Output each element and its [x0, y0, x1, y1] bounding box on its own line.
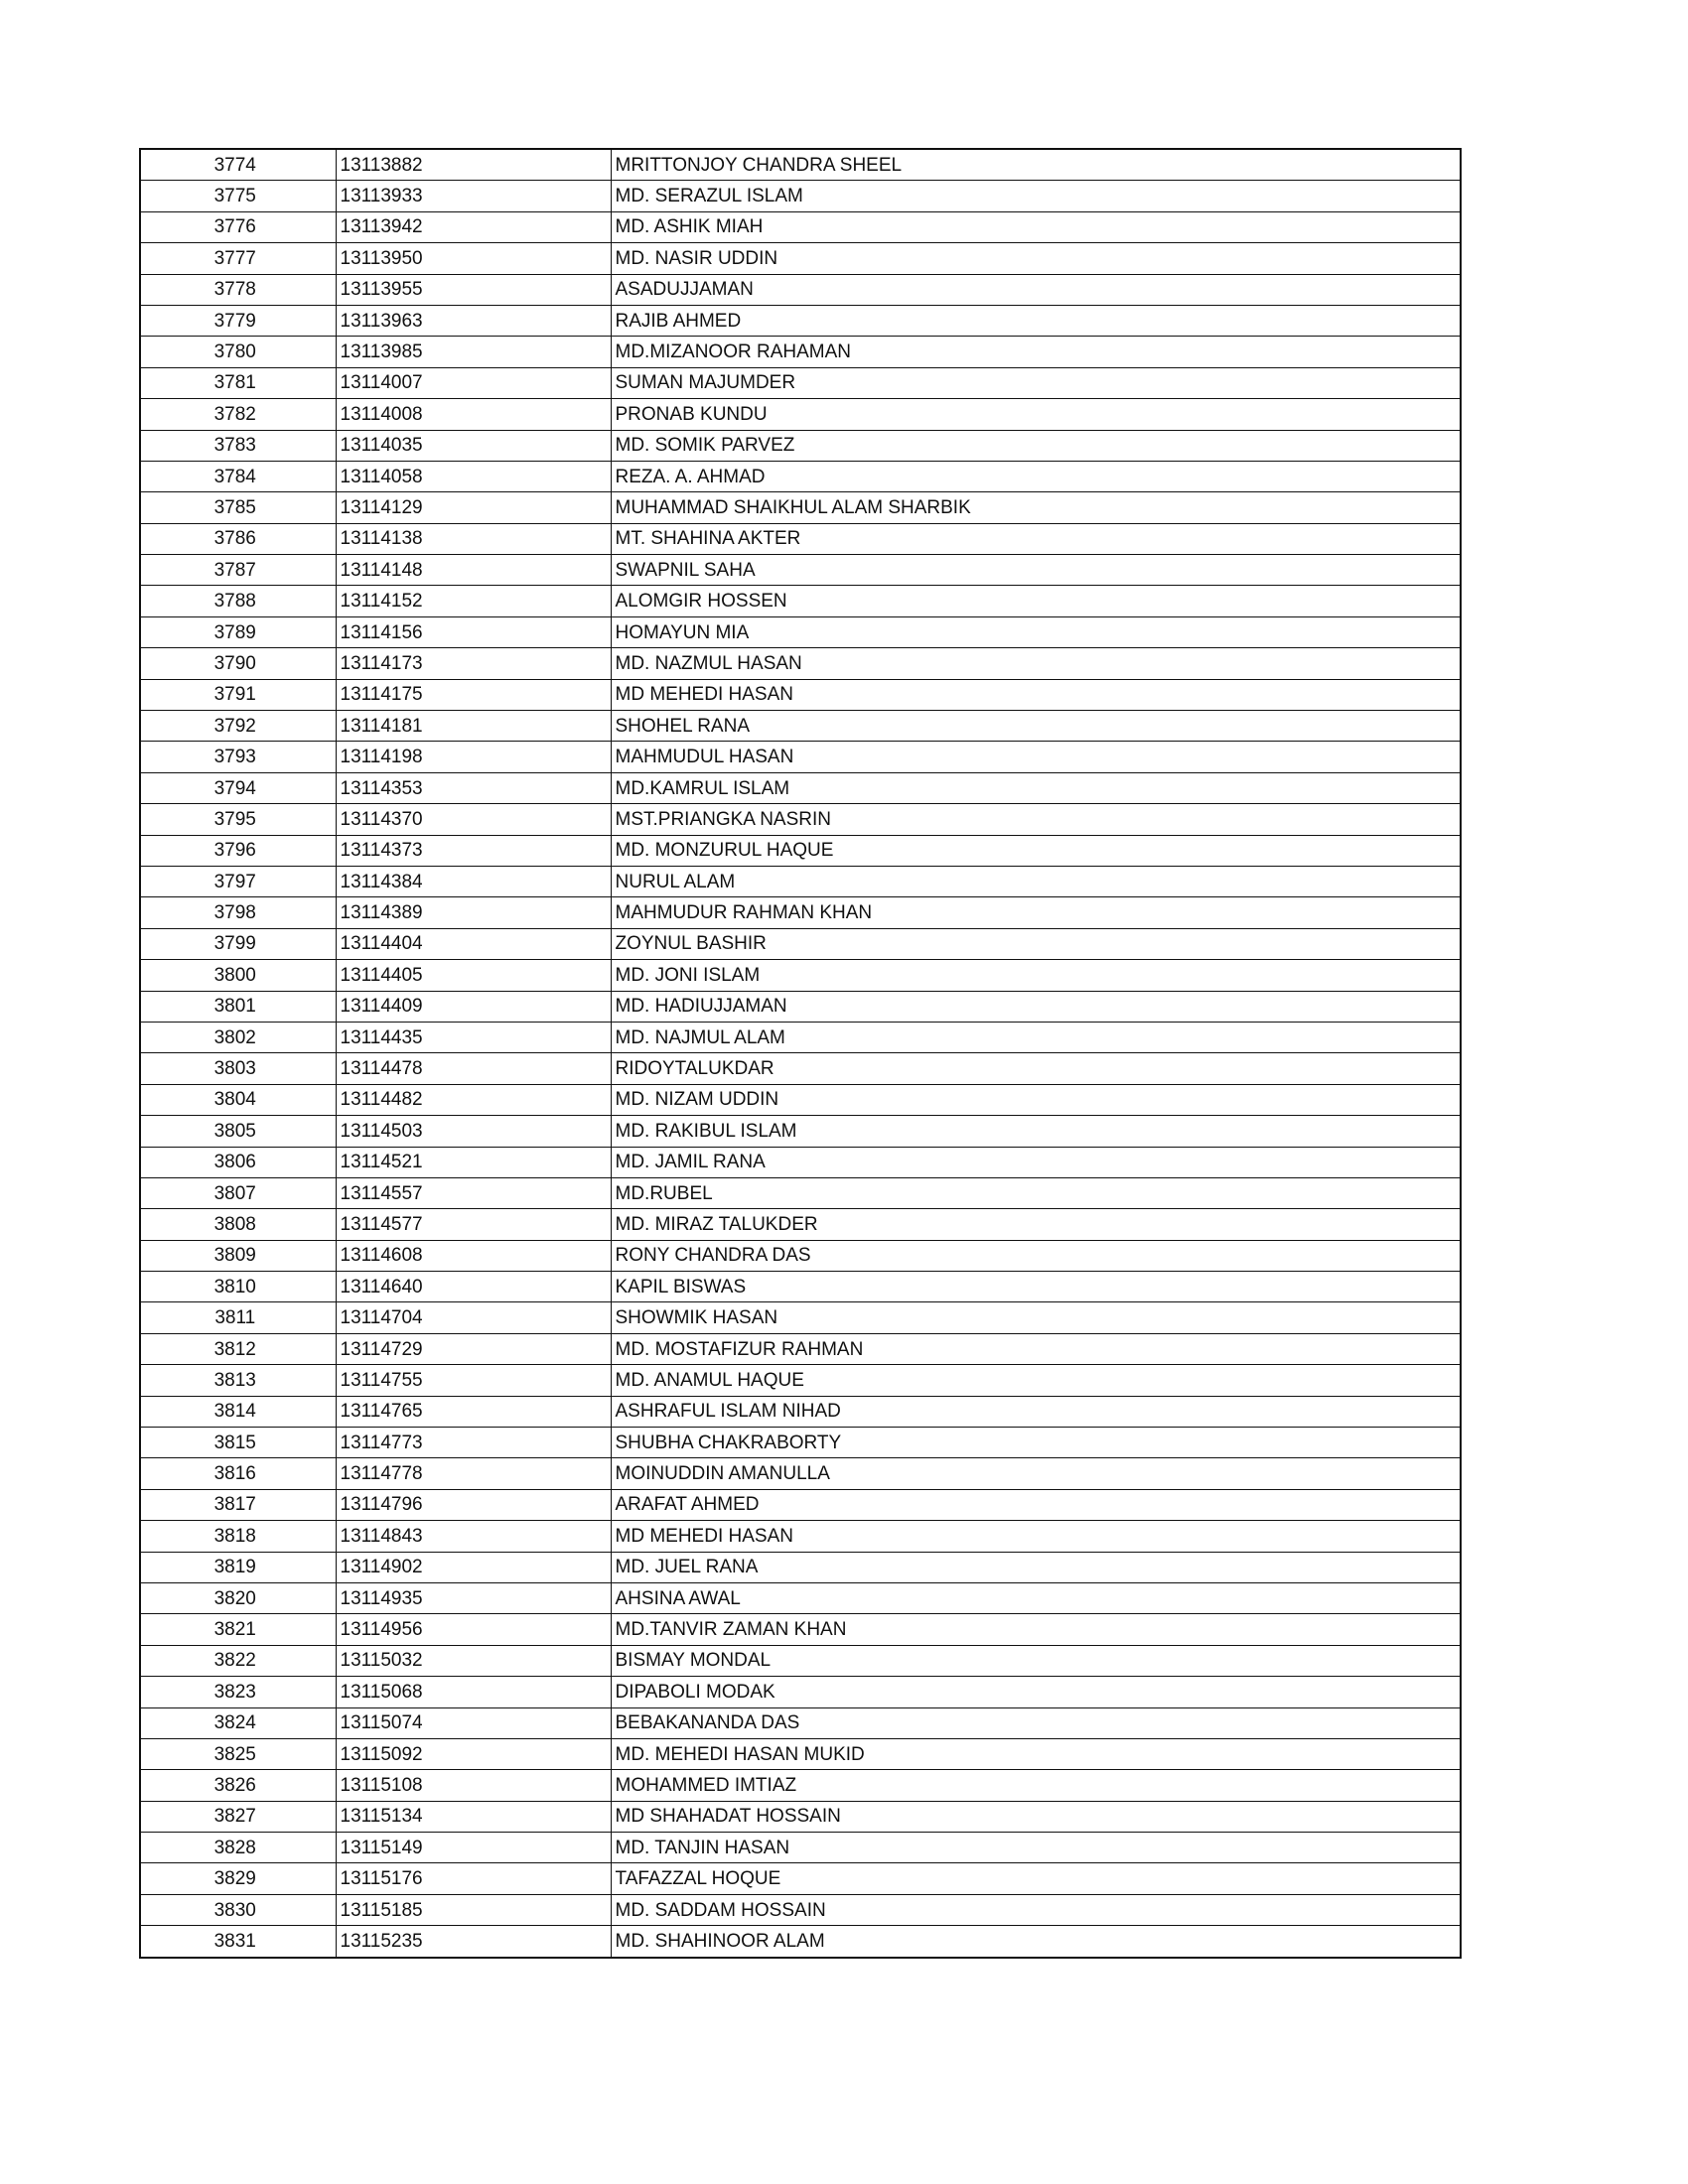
table-row [140, 742, 1461, 772]
candidate-name-cell: BISMAY MONDAL [611, 1645, 1461, 1676]
roll-number-cell: 13114156 [336, 616, 611, 647]
roll-number-cell: 13114577 [336, 1209, 611, 1240]
roll-number-cell: 13113985 [336, 337, 611, 367]
serial-number-cell: 3776 [140, 211, 336, 242]
table-row [140, 1863, 1461, 1894]
table-row [140, 679, 1461, 710]
candidate-name-cell: MD. MEHEDI HASAN MUKID [611, 1738, 1461, 1769]
table-row [140, 430, 1461, 461]
table-row [140, 461, 1461, 491]
roll-number-cell: 13114058 [336, 461, 611, 491]
candidate-name-cell: SHOHEL RANA [611, 711, 1461, 742]
roll-number-cell: 13114152 [336, 586, 611, 616]
table-row [140, 367, 1461, 398]
roll-number-cell: 13115092 [336, 1738, 611, 1769]
table-row [140, 991, 1461, 1022]
roll-number-cell: 13114148 [336, 555, 611, 586]
candidate-name-cell: ARAFAT AHMED [611, 1489, 1461, 1520]
roll-number-cell: 13114935 [336, 1582, 611, 1613]
candidate-name-cell: MD. RAKIBUL ISLAM [611, 1116, 1461, 1147]
candidate-name-cell: MD MEHEDI HASAN [611, 679, 1461, 710]
candidate-name-cell: MD. SOMIK PARVEZ [611, 430, 1461, 461]
serial-number-cell: 3799 [140, 928, 336, 959]
roll-number-cell: 13115032 [336, 1645, 611, 1676]
candidate-name-cell: MD. NASIR UDDIN [611, 243, 1461, 274]
roll-number-cell: 13114704 [336, 1302, 611, 1333]
candidate-name-cell: HOMAYUN MIA [611, 616, 1461, 647]
table-row [140, 804, 1461, 835]
candidate-name-cell: ASADUJJAMAN [611, 274, 1461, 305]
serial-number-cell: 3825 [140, 1738, 336, 1769]
candidate-name-cell: MD. JONI ISLAM [611, 960, 1461, 991]
table-row [140, 648, 1461, 679]
roll-number-cell: 13114008 [336, 399, 611, 430]
candidate-name-cell: MAHMUDUL HASAN [611, 742, 1461, 772]
serial-number-cell: 3788 [140, 586, 336, 616]
candidate-name-cell: MUHAMMAD SHAIKHUL ALAM SHARBIK [611, 492, 1461, 523]
serial-number-cell: 3831 [140, 1926, 336, 1958]
serial-number-cell: 3781 [140, 367, 336, 398]
serial-number-cell: 3804 [140, 1084, 336, 1115]
candidate-name-cell: MAHMUDUR RAHMAN KHAN [611, 897, 1461, 928]
roll-number-cell: 13114843 [336, 1521, 611, 1552]
table-row [140, 1458, 1461, 1489]
roll-number-cell: 13115235 [336, 1926, 611, 1958]
roll-number-cell: 13113942 [336, 211, 611, 242]
candidate-name-cell: MD.RUBEL [611, 1177, 1461, 1208]
roll-number-cell: 13115074 [336, 1707, 611, 1738]
candidate-name-cell: RAJIB AHMED [611, 305, 1461, 336]
candidate-name-cell: MD. NAZMUL HASAN [611, 648, 1461, 679]
roll-number-cell: 13115108 [336, 1770, 611, 1801]
roll-number-cell: 13114373 [336, 835, 611, 866]
roll-number-cell: 13114778 [336, 1458, 611, 1489]
roll-number-cell: 13114129 [336, 492, 611, 523]
roll-number-cell: 13114409 [336, 991, 611, 1022]
table-row [140, 897, 1461, 928]
candidate-name-cell: MRITTONJOY CHANDRA SHEEL [611, 149, 1461, 181]
serial-number-cell: 3785 [140, 492, 336, 523]
roll-number-cell: 13114773 [336, 1428, 611, 1458]
serial-number-cell: 3809 [140, 1240, 336, 1271]
roll-number-cell: 13115068 [336, 1677, 611, 1707]
serial-number-cell: 3816 [140, 1458, 336, 1489]
table-row [140, 149, 1461, 181]
candidate-name-cell: MST.PRIANGKA NASRIN [611, 804, 1461, 835]
serial-number-cell: 3789 [140, 616, 336, 647]
serial-number-cell: 3830 [140, 1894, 336, 1925]
candidate-name-cell: NURUL ALAM [611, 866, 1461, 896]
candidate-name-cell: MD. NIZAM UDDIN [611, 1084, 1461, 1115]
table-row [140, 1738, 1461, 1769]
serial-number-cell: 3829 [140, 1863, 336, 1894]
candidate-name-cell: MD. ASHIK MIAH [611, 211, 1461, 242]
table-row [140, 1302, 1461, 1333]
roll-number-cell: 13113950 [336, 243, 611, 274]
serial-number-cell: 3824 [140, 1707, 336, 1738]
table-row [140, 1707, 1461, 1738]
serial-number-cell: 3792 [140, 711, 336, 742]
roll-number-cell: 13113882 [336, 149, 611, 181]
roll-number-cell: 13113933 [336, 181, 611, 211]
roll-number-cell: 13113963 [336, 305, 611, 336]
table-row [140, 492, 1461, 523]
table-row [140, 1022, 1461, 1052]
serial-number-cell: 3797 [140, 866, 336, 896]
table-row [140, 1333, 1461, 1364]
serial-number-cell: 3818 [140, 1521, 336, 1552]
table-row [140, 1209, 1461, 1240]
roll-number-cell: 13115176 [336, 1863, 611, 1894]
serial-number-cell: 3817 [140, 1489, 336, 1520]
roll-number-cell: 13114173 [336, 648, 611, 679]
serial-number-cell: 3802 [140, 1022, 336, 1052]
document-page [139, 148, 1460, 1959]
candidate-name-cell: SUMAN MAJUMDER [611, 367, 1461, 398]
serial-number-cell: 3823 [140, 1677, 336, 1707]
serial-number-cell: 3821 [140, 1614, 336, 1645]
candidate-name-cell: MD.MIZANOOR RAHAMAN [611, 337, 1461, 367]
roll-number-cell: 13114640 [336, 1272, 611, 1302]
candidate-name-cell: MOINUDDIN AMANULLA [611, 1458, 1461, 1489]
table-row [140, 243, 1461, 274]
table-row [140, 928, 1461, 959]
serial-number-cell: 3801 [140, 991, 336, 1022]
roll-number-cell: 13115149 [336, 1833, 611, 1863]
candidate-name-cell: MD.KAMRUL ISLAM [611, 772, 1461, 803]
serial-number-cell: 3822 [140, 1645, 336, 1676]
roll-number-cell: 13115185 [336, 1894, 611, 1925]
serial-number-cell: 3805 [140, 1116, 336, 1147]
candidate-name-cell: RIDOYTALUKDAR [611, 1053, 1461, 1084]
table-row [140, 772, 1461, 803]
candidate-name-cell: TAFAZZAL HOQUE [611, 1863, 1461, 1894]
table-row [140, 1240, 1461, 1271]
roll-number-cell: 13114729 [336, 1333, 611, 1364]
serial-number-cell: 3807 [140, 1177, 336, 1208]
serial-number-cell: 3779 [140, 305, 336, 336]
roll-number-cell: 13114007 [336, 367, 611, 398]
candidate-name-cell: BEBAKANANDA DAS [611, 1707, 1461, 1738]
serial-number-cell: 3820 [140, 1582, 336, 1613]
candidate-name-cell: MOHAMMED IMTIAZ [611, 1770, 1461, 1801]
table-row [140, 1053, 1461, 1084]
serial-number-cell: 3794 [140, 772, 336, 803]
table-row [140, 1833, 1461, 1863]
table-row [140, 616, 1461, 647]
serial-number-cell: 3815 [140, 1428, 336, 1458]
candidate-table-body [140, 149, 1461, 1958]
candidate-name-cell: MD. MIRAZ TALUKDER [611, 1209, 1461, 1240]
table-row [140, 1116, 1461, 1147]
roll-number-cell: 13114175 [336, 679, 611, 710]
roll-number-cell: 13114404 [336, 928, 611, 959]
serial-number-cell: 3786 [140, 523, 336, 554]
roll-number-cell: 13113955 [336, 274, 611, 305]
candidate-name-cell: REZA. A. AHMAD [611, 461, 1461, 491]
serial-number-cell: 3775 [140, 181, 336, 211]
roll-number-cell: 13114796 [336, 1489, 611, 1520]
candidate-name-cell: MD. JAMIL RANA [611, 1147, 1461, 1177]
candidate-name-cell: MD. TANJIN HASAN [611, 1833, 1461, 1863]
candidate-name-cell: MD. MONZURUL HAQUE [611, 835, 1461, 866]
candidate-name-cell: SWAPNIL SAHA [611, 555, 1461, 586]
table-row [140, 1489, 1461, 1520]
serial-number-cell: 3778 [140, 274, 336, 305]
table-row [140, 181, 1461, 211]
roll-number-cell: 13114755 [336, 1365, 611, 1396]
serial-number-cell: 3780 [140, 337, 336, 367]
candidate-name-cell: MD. SERAZUL ISLAM [611, 181, 1461, 211]
roll-number-cell: 13114608 [336, 1240, 611, 1271]
table-row [140, 1272, 1461, 1302]
serial-number-cell: 3798 [140, 897, 336, 928]
roll-number-cell: 13114956 [336, 1614, 611, 1645]
serial-number-cell: 3791 [140, 679, 336, 710]
candidate-name-cell: SHOWMIK HASAN [611, 1302, 1461, 1333]
table-row [140, 1614, 1461, 1645]
candidate-name-cell: MD. MOSTAFIZUR RAHMAN [611, 1333, 1461, 1364]
table-row [140, 1894, 1461, 1925]
roll-number-cell: 13115134 [336, 1801, 611, 1832]
serial-number-cell: 3812 [140, 1333, 336, 1364]
serial-number-cell: 3826 [140, 1770, 336, 1801]
candidate-name-cell: AHSINA AWAL [611, 1582, 1461, 1613]
roll-number-cell: 13114198 [336, 742, 611, 772]
candidate-name-cell: ALOMGIR HOSSEN [611, 586, 1461, 616]
serial-number-cell: 3774 [140, 149, 336, 181]
roll-number-cell: 13114478 [336, 1053, 611, 1084]
roll-number-cell: 13114138 [336, 523, 611, 554]
table-row [140, 555, 1461, 586]
table-row [140, 1582, 1461, 1613]
serial-number-cell: 3828 [140, 1833, 336, 1863]
roll-number-cell: 13114435 [336, 1022, 611, 1052]
candidate-name-cell: KAPIL BISWAS [611, 1272, 1461, 1302]
roll-number-cell: 13114389 [336, 897, 611, 928]
candidate-name-cell: DIPABOLI MODAK [611, 1677, 1461, 1707]
candidate-table [139, 148, 1462, 1959]
table-row [140, 1177, 1461, 1208]
table-row [140, 523, 1461, 554]
serial-number-cell: 3795 [140, 804, 336, 835]
candidate-name-cell: SHUBHA CHAKRABORTY [611, 1428, 1461, 1458]
table-row [140, 274, 1461, 305]
candidate-name-cell: MD SHAHADAT HOSSAIN [611, 1801, 1461, 1832]
serial-number-cell: 3803 [140, 1053, 336, 1084]
serial-number-cell: 3819 [140, 1552, 336, 1582]
roll-number-cell: 13114405 [336, 960, 611, 991]
table-row [140, 1677, 1461, 1707]
candidate-name-cell: MD. ANAMUL HAQUE [611, 1365, 1461, 1396]
serial-number-cell: 3806 [140, 1147, 336, 1177]
candidate-name-cell: ASHRAFUL ISLAM NIHAD [611, 1396, 1461, 1427]
serial-number-cell: 3810 [140, 1272, 336, 1302]
table-row [140, 1552, 1461, 1582]
roll-number-cell: 13114503 [336, 1116, 611, 1147]
table-row [140, 835, 1461, 866]
serial-number-cell: 3813 [140, 1365, 336, 1396]
serial-number-cell: 3793 [140, 742, 336, 772]
serial-number-cell: 3796 [140, 835, 336, 866]
roll-number-cell: 13114353 [336, 772, 611, 803]
table-row [140, 1801, 1461, 1832]
serial-number-cell: 3783 [140, 430, 336, 461]
table-row [140, 1428, 1461, 1458]
table-row [140, 399, 1461, 430]
serial-number-cell: 3814 [140, 1396, 336, 1427]
serial-number-cell: 3787 [140, 555, 336, 586]
roll-number-cell: 13114765 [336, 1396, 611, 1427]
roll-number-cell: 13114902 [336, 1552, 611, 1582]
table-row [140, 1521, 1461, 1552]
candidate-name-cell: MD. NAJMUL ALAM [611, 1022, 1461, 1052]
candidate-name-cell: MD MEHEDI HASAN [611, 1521, 1461, 1552]
roll-number-cell: 13114181 [336, 711, 611, 742]
table-row [140, 1926, 1461, 1958]
serial-number-cell: 3827 [140, 1801, 336, 1832]
candidate-name-cell: MT. SHAHINA AKTER [611, 523, 1461, 554]
table-row [140, 1770, 1461, 1801]
table-row [140, 1084, 1461, 1115]
table-row [140, 960, 1461, 991]
serial-number-cell: 3790 [140, 648, 336, 679]
candidate-name-cell: MD. SADDAM HOSSAIN [611, 1894, 1461, 1925]
serial-number-cell: 3808 [140, 1209, 336, 1240]
table-row [140, 1645, 1461, 1676]
table-row [140, 711, 1461, 742]
serial-number-cell: 3800 [140, 960, 336, 991]
table-row [140, 586, 1461, 616]
roll-number-cell: 13114482 [336, 1084, 611, 1115]
table-row [140, 211, 1461, 242]
candidate-name-cell: MD. SHAHINOOR ALAM [611, 1926, 1461, 1958]
table-row [140, 1365, 1461, 1396]
serial-number-cell: 3811 [140, 1302, 336, 1333]
candidate-name-cell: MD.TANVIR ZAMAN KHAN [611, 1614, 1461, 1645]
roll-number-cell: 13114521 [336, 1147, 611, 1177]
serial-number-cell: 3784 [140, 461, 336, 491]
candidate-name-cell: ZOYNUL BASHIR [611, 928, 1461, 959]
roll-number-cell: 13114384 [336, 866, 611, 896]
table-row [140, 337, 1461, 367]
candidate-name-cell: MD. HADIUJJAMAN [611, 991, 1461, 1022]
table-row [140, 1147, 1461, 1177]
candidate-name-cell: MD. JUEL RANA [611, 1552, 1461, 1582]
roll-number-cell: 13114035 [336, 430, 611, 461]
table-row [140, 1396, 1461, 1427]
roll-number-cell: 13114370 [336, 804, 611, 835]
serial-number-cell: 3777 [140, 243, 336, 274]
candidate-name-cell: PRONAB KUNDU [611, 399, 1461, 430]
serial-number-cell: 3782 [140, 399, 336, 430]
candidate-name-cell: RONY CHANDRA DAS [611, 1240, 1461, 1271]
table-row [140, 866, 1461, 896]
table-row [140, 305, 1461, 336]
roll-number-cell: 13114557 [336, 1177, 611, 1208]
